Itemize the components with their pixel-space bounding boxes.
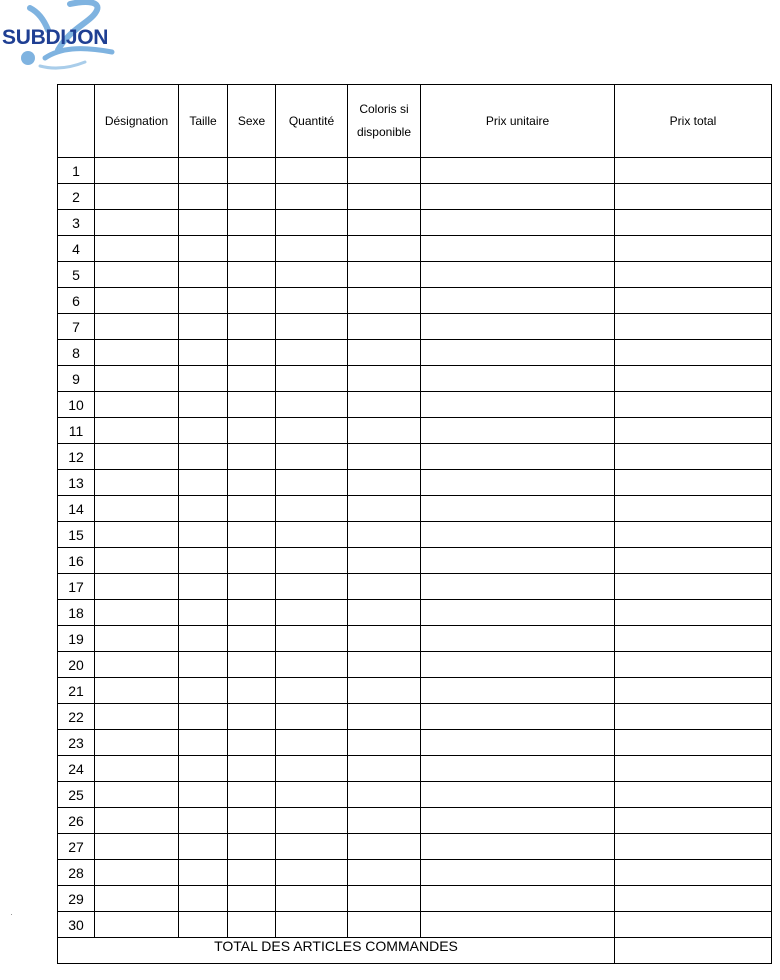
- designation-cell[interactable]: [95, 470, 179, 496]
- table-row: [58, 600, 772, 626]
- prix-unitaire-cell[interactable]: [421, 184, 615, 210]
- coloris-cell[interactable]: [348, 730, 421, 756]
- quantite-cell[interactable]: [276, 834, 348, 860]
- sexe-cell[interactable]: [228, 782, 276, 808]
- taille-cell[interactable]: [179, 912, 228, 938]
- taille-cell[interactable]: [179, 496, 228, 522]
- prix-total-cell[interactable]: [615, 470, 772, 496]
- quantite-cell[interactable]: [276, 210, 348, 236]
- designation-cell[interactable]: [95, 912, 179, 938]
- prix-total-cell[interactable]: [615, 522, 772, 548]
- designation-cell[interactable]: [95, 314, 179, 340]
- row-number: 9: [58, 366, 95, 392]
- row-number: 15: [58, 522, 95, 548]
- sexe-cell[interactable]: [228, 236, 276, 262]
- coloris-cell[interactable]: [348, 574, 421, 600]
- table-row: [58, 756, 772, 782]
- row-number: 4: [58, 236, 95, 262]
- row-number: 10: [58, 392, 95, 418]
- taille-cell[interactable]: [179, 418, 228, 444]
- designation-cell[interactable]: [95, 236, 179, 262]
- speck: [11, 914, 12, 915]
- prix-unitaire-cell[interactable]: [421, 288, 615, 314]
- designation-cell[interactable]: [95, 782, 179, 808]
- row-number: 5: [58, 262, 95, 288]
- sexe-cell[interactable]: [228, 626, 276, 652]
- prix-total-cell[interactable]: [615, 340, 772, 366]
- prix-total-cell[interactable]: [615, 366, 772, 392]
- table-row: [58, 470, 772, 496]
- row-number: 29: [58, 886, 95, 912]
- taille-cell[interactable]: [179, 470, 228, 496]
- designation-cell[interactable]: [95, 834, 179, 860]
- quantite-cell[interactable]: [276, 704, 348, 730]
- prix-total-cell[interactable]: [615, 886, 772, 912]
- quantite-cell[interactable]: [276, 522, 348, 548]
- row-number: 22: [58, 704, 95, 730]
- row-number: 24: [58, 756, 95, 782]
- prix-unitaire-cell[interactable]: [421, 236, 615, 262]
- prix-unitaire-cell[interactable]: [421, 496, 615, 522]
- header-row: [58, 85, 772, 158]
- table-row: [58, 730, 772, 756]
- quantite-cell[interactable]: [276, 756, 348, 782]
- prix-total-cell[interactable]: [615, 860, 772, 886]
- prix-total-cell[interactable]: [615, 704, 772, 730]
- taille-cell[interactable]: [179, 366, 228, 392]
- prix-unitaire-cell[interactable]: [421, 756, 615, 782]
- sexe-cell[interactable]: [228, 418, 276, 444]
- taille-cell[interactable]: [179, 444, 228, 470]
- sexe-cell[interactable]: [228, 288, 276, 314]
- prix-total-cell[interactable]: [615, 288, 772, 314]
- taille-cell[interactable]: [179, 834, 228, 860]
- coloris-cell[interactable]: [348, 392, 421, 418]
- header-number: [58, 85, 95, 158]
- prix-total-cell[interactable]: [615, 158, 772, 184]
- sexe-cell[interactable]: [228, 522, 276, 548]
- coloris-cell[interactable]: [348, 236, 421, 262]
- row-number: 27: [58, 834, 95, 860]
- quantite-cell[interactable]: [276, 392, 348, 418]
- quantite-cell[interactable]: [276, 314, 348, 340]
- taille-cell[interactable]: [179, 288, 228, 314]
- prix-total-cell[interactable]: [615, 574, 772, 600]
- quantite-cell[interactable]: [276, 886, 348, 912]
- prix-unitaire-cell[interactable]: [421, 730, 615, 756]
- prix-unitaire-cell[interactable]: [421, 704, 615, 730]
- coloris-cell[interactable]: [348, 158, 421, 184]
- prix-unitaire-cell[interactable]: [421, 548, 615, 574]
- prix-unitaire-cell[interactable]: [421, 912, 615, 938]
- row-number: 1: [58, 158, 95, 184]
- prix-unitaire-cell[interactable]: [421, 652, 615, 678]
- designation-cell[interactable]: [95, 522, 179, 548]
- quantite-cell[interactable]: [276, 236, 348, 262]
- quantite-cell[interactable]: [276, 626, 348, 652]
- row-number: 30: [58, 912, 95, 938]
- row-number: 28: [58, 860, 95, 886]
- prix-total-cell[interactable]: [615, 548, 772, 574]
- row-number: 26: [58, 808, 95, 834]
- prix-total-cell[interactable]: [615, 314, 772, 340]
- designation-cell[interactable]: [95, 704, 179, 730]
- designation-cell[interactable]: [95, 860, 179, 886]
- coloris-cell[interactable]: [348, 444, 421, 470]
- total-label: TOTAL DES ARTICLES COMMANDES: [58, 938, 615, 964]
- designation-cell[interactable]: [95, 392, 179, 418]
- row-number: 2: [58, 184, 95, 210]
- sexe-cell[interactable]: [228, 548, 276, 574]
- designation-cell[interactable]: [95, 808, 179, 834]
- logo-text: SUBDIJON: [2, 26, 109, 49]
- prix-total-cell[interactable]: [615, 184, 772, 210]
- sexe-cell[interactable]: [228, 314, 276, 340]
- taille-cell[interactable]: [179, 574, 228, 600]
- prix-total-cell[interactable]: [615, 808, 772, 834]
- taille-cell[interactable]: [179, 314, 228, 340]
- designation-cell[interactable]: [95, 340, 179, 366]
- quantite-cell[interactable]: [276, 782, 348, 808]
- row-number: 3: [58, 210, 95, 236]
- coloris-cell[interactable]: [348, 600, 421, 626]
- taille-cell[interactable]: [179, 210, 228, 236]
- taille-cell[interactable]: [179, 652, 228, 678]
- sexe-cell[interactable]: [228, 912, 276, 938]
- designation-cell[interactable]: [95, 288, 179, 314]
- table-row: [58, 340, 772, 366]
- sexe-cell[interactable]: [228, 392, 276, 418]
- row-number: 20: [58, 652, 95, 678]
- prix-total-cell[interactable]: [615, 834, 772, 860]
- sexe-cell[interactable]: [228, 158, 276, 184]
- prix-unitaire-cell[interactable]: [421, 470, 615, 496]
- prix-unitaire-cell[interactable]: [421, 418, 615, 444]
- coloris-cell[interactable]: [348, 184, 421, 210]
- designation-cell[interactable]: [95, 730, 179, 756]
- table-row: [58, 210, 772, 236]
- header-sexe: Sexe: [228, 85, 276, 158]
- table-row: [58, 808, 772, 834]
- table-row: [58, 418, 772, 444]
- prix-unitaire-cell[interactable]: [421, 860, 615, 886]
- prix-total-cell[interactable]: [615, 444, 772, 470]
- row-number: 25: [58, 782, 95, 808]
- designation-cell[interactable]: [95, 210, 179, 236]
- table-row: [58, 444, 772, 470]
- taille-cell[interactable]: [179, 340, 228, 366]
- sexe-cell[interactable]: [228, 496, 276, 522]
- prix-unitaire-cell[interactable]: [421, 262, 615, 288]
- coloris-cell[interactable]: [348, 288, 421, 314]
- coloris-cell[interactable]: [348, 652, 421, 678]
- coloris-cell[interactable]: [348, 496, 421, 522]
- table-row: [58, 288, 772, 314]
- taille-cell[interactable]: [179, 626, 228, 652]
- quantite-cell[interactable]: [276, 418, 348, 444]
- coloris-cell[interactable]: [348, 912, 421, 938]
- prix-total-cell[interactable]: [615, 210, 772, 236]
- subdijon-logo: [0, 0, 130, 72]
- prix-unitaire-cell[interactable]: [421, 366, 615, 392]
- sexe-cell[interactable]: [228, 756, 276, 782]
- quantite-cell[interactable]: [276, 340, 348, 366]
- quantite-cell[interactable]: [276, 444, 348, 470]
- coloris-cell[interactable]: [348, 808, 421, 834]
- designation-cell[interactable]: [95, 600, 179, 626]
- coloris-cell[interactable]: [348, 704, 421, 730]
- table-row: [58, 886, 772, 912]
- taille-cell[interactable]: [179, 730, 228, 756]
- taille-cell[interactable]: [179, 522, 228, 548]
- row-number: 16: [58, 548, 95, 574]
- designation-cell[interactable]: [95, 366, 179, 392]
- row-number: 14: [58, 496, 95, 522]
- quantite-cell[interactable]: [276, 652, 348, 678]
- prix-unitaire-cell[interactable]: [421, 444, 615, 470]
- prix-total-cell[interactable]: [615, 730, 772, 756]
- prix-unitaire-cell[interactable]: [421, 314, 615, 340]
- row-number: 19: [58, 626, 95, 652]
- table-row: [58, 782, 772, 808]
- quantite-cell[interactable]: [276, 548, 348, 574]
- table-row: [58, 314, 772, 340]
- prix-unitaire-cell[interactable]: [421, 574, 615, 600]
- taille-cell[interactable]: [179, 158, 228, 184]
- quantite-cell[interactable]: [276, 288, 348, 314]
- sexe-cell[interactable]: [228, 574, 276, 600]
- coloris-cell[interactable]: [348, 678, 421, 704]
- designation-cell[interactable]: [95, 262, 179, 288]
- taille-cell[interactable]: [179, 184, 228, 210]
- prix-unitaire-cell[interactable]: [421, 678, 615, 704]
- prix-unitaire-cell[interactable]: [421, 626, 615, 652]
- coloris-cell[interactable]: [348, 756, 421, 782]
- coloris-cell[interactable]: [348, 262, 421, 288]
- row-number: 12: [58, 444, 95, 470]
- table-row: [58, 496, 772, 522]
- sexe-cell[interactable]: [228, 860, 276, 886]
- coloris-cell[interactable]: [348, 782, 421, 808]
- row-number: 18: [58, 600, 95, 626]
- sexe-cell[interactable]: [228, 678, 276, 704]
- coloris-cell[interactable]: [348, 210, 421, 236]
- row-number: 17: [58, 574, 95, 600]
- prix-total-cell[interactable]: [615, 782, 772, 808]
- coloris-cell[interactable]: [348, 470, 421, 496]
- row-number: 23: [58, 730, 95, 756]
- header-prix-unitaire: Prix unitaire: [421, 85, 615, 158]
- sexe-cell[interactable]: [228, 262, 276, 288]
- designation-cell[interactable]: [95, 886, 179, 912]
- row-number: 7: [58, 314, 95, 340]
- prix-total-cell[interactable]: [615, 756, 772, 782]
- table-row: [58, 626, 772, 652]
- sexe-cell[interactable]: [228, 470, 276, 496]
- prix-total-cell[interactable]: [615, 678, 772, 704]
- prix-total-cell[interactable]: [615, 652, 772, 678]
- sexe-cell[interactable]: [228, 210, 276, 236]
- designation-cell[interactable]: [95, 652, 179, 678]
- prix-total-cell[interactable]: [615, 496, 772, 522]
- prix-total-cell[interactable]: [615, 418, 772, 444]
- row-number: 8: [58, 340, 95, 366]
- coloris-cell[interactable]: [348, 626, 421, 652]
- taille-cell[interactable]: [179, 808, 228, 834]
- quantite-cell[interactable]: [276, 808, 348, 834]
- table-row: [58, 704, 772, 730]
- header-designation: Désignation: [95, 85, 179, 158]
- taille-cell[interactable]: [179, 860, 228, 886]
- prix-unitaire-cell[interactable]: [421, 392, 615, 418]
- prix-unitaire-cell[interactable]: [421, 834, 615, 860]
- sexe-cell[interactable]: [228, 730, 276, 756]
- table-row: [58, 912, 772, 938]
- taille-cell[interactable]: [179, 548, 228, 574]
- designation-cell[interactable]: [95, 158, 179, 184]
- sexe-cell[interactable]: [228, 886, 276, 912]
- table-row: [58, 678, 772, 704]
- header-prix-total: Prix total: [615, 85, 772, 158]
- prix-unitaire-cell[interactable]: [421, 808, 615, 834]
- table-row: [58, 652, 772, 678]
- sexe-cell[interactable]: [228, 652, 276, 678]
- prix-unitaire-cell[interactable]: [421, 600, 615, 626]
- taille-cell[interactable]: [179, 262, 228, 288]
- row-number: 11: [58, 418, 95, 444]
- table-row: [58, 574, 772, 600]
- quantite-cell[interactable]: [276, 574, 348, 600]
- header-taille: Taille: [179, 85, 228, 158]
- sexe-cell[interactable]: [228, 600, 276, 626]
- designation-cell[interactable]: [95, 756, 179, 782]
- designation-cell[interactable]: [95, 574, 179, 600]
- sexe-cell[interactable]: [228, 340, 276, 366]
- coloris-cell[interactable]: [348, 834, 421, 860]
- taille-cell[interactable]: [179, 236, 228, 262]
- coloris-cell[interactable]: [348, 548, 421, 574]
- table-row: [58, 236, 772, 262]
- designation-cell[interactable]: [95, 496, 179, 522]
- coloris-cell[interactable]: [348, 340, 421, 366]
- prix-unitaire-cell[interactable]: [421, 522, 615, 548]
- row-number: 21: [58, 678, 95, 704]
- prix-unitaire-cell[interactable]: [421, 210, 615, 236]
- coloris-cell[interactable]: [348, 366, 421, 392]
- prix-total-cell[interactable]: [615, 236, 772, 262]
- order-table: [57, 84, 772, 964]
- quantite-cell[interactable]: [276, 600, 348, 626]
- table-row: [58, 834, 772, 860]
- quantite-cell[interactable]: [276, 860, 348, 886]
- quantite-cell[interactable]: [276, 912, 348, 938]
- quantite-cell[interactable]: [276, 366, 348, 392]
- sexe-cell[interactable]: [228, 704, 276, 730]
- taille-cell[interactable]: [179, 392, 228, 418]
- sexe-cell[interactable]: [228, 808, 276, 834]
- designation-cell[interactable]: [95, 678, 179, 704]
- table-row: [58, 522, 772, 548]
- designation-cell[interactable]: [95, 184, 179, 210]
- quantite-cell[interactable]: [276, 184, 348, 210]
- taille-cell[interactable]: [179, 704, 228, 730]
- designation-cell[interactable]: [95, 548, 179, 574]
- coloris-cell[interactable]: [348, 886, 421, 912]
- table-row: [58, 366, 772, 392]
- taille-cell[interactable]: [179, 756, 228, 782]
- sexe-cell[interactable]: [228, 834, 276, 860]
- taille-cell[interactable]: [179, 782, 228, 808]
- sexe-cell[interactable]: [228, 444, 276, 470]
- row-number: 6: [58, 288, 95, 314]
- table-row: [58, 262, 772, 288]
- quantite-cell[interactable]: [276, 678, 348, 704]
- designation-cell[interactable]: [95, 418, 179, 444]
- table-row: [58, 184, 772, 210]
- sexe-cell[interactable]: [228, 184, 276, 210]
- table-row: [58, 392, 772, 418]
- coloris-cell[interactable]: [348, 314, 421, 340]
- total-value-cell[interactable]: [615, 938, 772, 964]
- header-coloris: Coloris si disponible: [348, 85, 421, 158]
- coloris-cell[interactable]: [348, 418, 421, 444]
- quantite-cell[interactable]: [276, 470, 348, 496]
- coloris-cell[interactable]: [348, 860, 421, 886]
- quantite-cell[interactable]: [276, 262, 348, 288]
- prix-unitaire-cell[interactable]: [421, 782, 615, 808]
- prix-total-cell[interactable]: [615, 600, 772, 626]
- prix-unitaire-cell[interactable]: [421, 158, 615, 184]
- coloris-cell[interactable]: [348, 522, 421, 548]
- table-row: [58, 158, 772, 184]
- prix-total-cell[interactable]: [615, 912, 772, 938]
- total-row: [58, 938, 772, 964]
- table-row: [58, 548, 772, 574]
- prix-total-cell[interactable]: [615, 392, 772, 418]
- taille-cell[interactable]: [179, 886, 228, 912]
- taille-cell[interactable]: [179, 600, 228, 626]
- table-row: [58, 860, 772, 886]
- header-quantite: Quantité: [276, 85, 348, 158]
- quantite-cell[interactable]: [276, 730, 348, 756]
- prix-total-cell[interactable]: [615, 262, 772, 288]
- row-number: 13: [58, 470, 95, 496]
- quantite-cell[interactable]: [276, 496, 348, 522]
- quantite-cell[interactable]: [276, 158, 348, 184]
- prix-total-cell[interactable]: [615, 626, 772, 652]
- designation-cell[interactable]: [95, 626, 179, 652]
- taille-cell[interactable]: [179, 678, 228, 704]
- sexe-cell[interactable]: [228, 366, 276, 392]
- prix-unitaire-cell[interactable]: [421, 340, 615, 366]
- designation-cell[interactable]: [95, 444, 179, 470]
- prix-unitaire-cell[interactable]: [421, 886, 615, 912]
